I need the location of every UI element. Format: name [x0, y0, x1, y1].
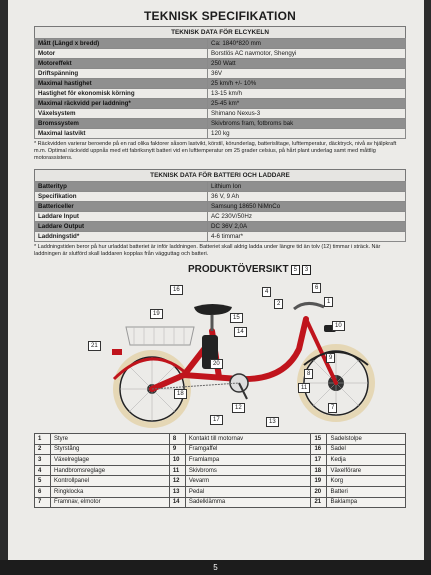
- battery-spec-table: [34, 169, 406, 242]
- callout-2: 2: [274, 299, 283, 309]
- spec-key: Laddningstid*: [35, 231, 208, 241]
- part-number: 10: [169, 455, 185, 466]
- spec-key: Hastighet för ekonomisk körning: [35, 89, 208, 99]
- spec-value: Lithium Ion: [208, 181, 406, 191]
- spec-key: Motor: [35, 49, 208, 59]
- part-label: Kedja: [327, 455, 406, 466]
- tricycle-figure: [34, 279, 406, 429]
- spec-value: 36V: [208, 69, 406, 79]
- spec-value: 120 kg: [208, 129, 406, 139]
- part-number: 9: [169, 444, 185, 455]
- part-label: Framnav, elmotor: [51, 497, 170, 508]
- spec-key: Driftspänning: [35, 69, 208, 79]
- handlebar-drawing: [294, 303, 324, 309]
- part-number: 7: [35, 497, 51, 508]
- part-label: Batteri: [327, 486, 406, 497]
- spec-key: Laddare Input: [35, 211, 208, 221]
- part-label: Skivbroms: [185, 465, 311, 476]
- part-number: 12: [169, 476, 185, 487]
- callout-10: 10: [332, 321, 345, 331]
- page-title: TEKNISK SPECIFIKATION: [144, 9, 296, 23]
- part-label: Kontrollpanel: [51, 476, 170, 487]
- parts-row: [35, 434, 406, 445]
- part-label: Vevarm: [185, 476, 311, 487]
- spec-row: [35, 211, 406, 221]
- spec-row: [35, 221, 406, 231]
- part-label: Korg: [327, 476, 406, 487]
- part-label: Pedal: [185, 486, 311, 497]
- parts-row: [35, 444, 406, 455]
- part-label: Sadel: [327, 444, 406, 455]
- callout-15: 15: [230, 313, 243, 323]
- part-label: Sadelstolpe: [327, 434, 406, 445]
- part-label: Växelreglage: [51, 455, 170, 466]
- part-label: Baklampa: [327, 497, 406, 508]
- parts-row: [35, 497, 406, 508]
- spec-row: [35, 119, 406, 129]
- page-number: 5: [0, 560, 431, 575]
- bike-spec-caption: TEKNISK DATA FÖR ELCYKELN: [34, 26, 406, 38]
- spec-row: [35, 201, 406, 211]
- spec-key: Batterityp: [35, 181, 208, 191]
- charge-note: * Laddningstiden beror på hur urladdat batteriet är inför laddningen. Batteriet skall aldrig ladda under längre tid än tolv (12) timmar i sträck. När laddningen är slutförd skall laddaren kopplas från vägguttag och batteri.: [34, 243, 381, 257]
- spec-value: Samsung 18650 NiMnCo: [208, 201, 406, 211]
- spec-value: Borstlös AC navmotor, Shengyi: [208, 49, 406, 59]
- part-number: 6: [35, 486, 51, 497]
- spec-key: Växelsystem: [35, 109, 208, 119]
- callout-1: 1: [324, 297, 333, 307]
- spec-value: 25 km/h +/- 10%: [208, 79, 406, 89]
- part-number: 14: [169, 497, 185, 508]
- spec-key: Maximal hastighet: [35, 79, 208, 89]
- spec-value: 13-15 km/h: [208, 89, 406, 99]
- spec-row: [35, 181, 406, 191]
- part-label: Styre: [51, 434, 170, 445]
- overview-title-text: PRODUKTÖVERSIKT: [188, 264, 289, 276]
- part-number: 18: [311, 465, 327, 476]
- callout-9: 9: [326, 353, 335, 363]
- part-number: 20: [311, 486, 327, 497]
- spec-value: 4-6 timmar*: [208, 231, 406, 241]
- callout-4: 4: [262, 287, 271, 297]
- title-tag: 5: [291, 265, 300, 275]
- spec-value: Skivbroms fram, fotbroms bak: [208, 119, 406, 129]
- spec-row: [35, 99, 406, 109]
- part-number: 3: [35, 455, 51, 466]
- callout-11: 11: [298, 383, 310, 393]
- spec-row: [35, 129, 406, 139]
- spec-value: Ca: 1840*820 mm: [208, 39, 406, 49]
- bike-spec-table: [34, 26, 406, 139]
- part-number: 2: [35, 444, 51, 455]
- callout-13: 13: [266, 417, 279, 427]
- spec-key: Motoreffekt: [35, 59, 208, 69]
- spec-row: [35, 69, 406, 79]
- basket-drawing: [126, 327, 194, 345]
- spec-value: 25-45 km*: [208, 99, 406, 109]
- range-note: * Räckvidden varierar beroende på en rad olika faktorer såsom lastvikt, körstil, körunderlag, batterislitage, lufttemperatur, däcktryck, nivå av hjälpkraft m.m. Optimal räckvidd uppnås med ett fabriksnytt batteri vid en lufttemperatur om 25 grader celsius, på hårt plant underlag samt med måttlig motorassistens.: [34, 141, 397, 162]
- callout-20: 20: [210, 359, 223, 369]
- parts-row: [35, 476, 406, 487]
- rear-lamp-drawing: [112, 349, 122, 355]
- manual-page: [8, 0, 424, 560]
- callout-21: 21: [88, 341, 101, 351]
- spec-row: [35, 89, 406, 99]
- part-label: Kontakt till motornav: [185, 434, 311, 445]
- part-number: 21: [311, 497, 327, 508]
- part-label: Styrstång: [51, 444, 170, 455]
- callout-8: 8: [304, 369, 313, 379]
- spec-key: Maximal räckvidd per laddning*: [35, 99, 208, 109]
- spec-row: [35, 79, 406, 89]
- part-label: Framlampa: [185, 455, 311, 466]
- part-number: 13: [169, 486, 185, 497]
- parts-row: [35, 486, 406, 497]
- callout-14: 14: [234, 327, 247, 337]
- spec-value: 250 Watt: [208, 59, 406, 69]
- seat-drawing: [194, 304, 232, 315]
- spec-row: [35, 109, 406, 119]
- spec-key: Mått (Längd x bredd): [35, 39, 208, 49]
- callout-6: 6: [312, 283, 321, 293]
- callout-18: 18: [174, 389, 187, 399]
- part-number: 4: [35, 465, 51, 476]
- part-number: 19: [311, 476, 327, 487]
- callout-19: 19: [150, 309, 163, 319]
- battery-spec-caption: TEKNISK DATA FÖR BATTERI OCH LADDARE: [34, 169, 406, 181]
- part-label: Handbromsreglage: [51, 465, 170, 476]
- part-number: 5: [35, 476, 51, 487]
- callout-16: 16: [170, 285, 183, 295]
- spec-row: [35, 49, 406, 59]
- overview-title: [188, 264, 406, 275]
- part-label: Ringklocka: [51, 486, 170, 497]
- callout-7: 7: [328, 403, 337, 413]
- spec-value: Shimano Nexus-3: [208, 109, 406, 119]
- part-label: Växelförare: [327, 465, 406, 476]
- part-number: 16: [311, 444, 327, 455]
- part-number: 1: [35, 434, 51, 445]
- callout-12: 12: [232, 403, 245, 413]
- parts-list-table: [34, 433, 406, 508]
- title-tag: 3: [302, 265, 311, 275]
- part-label: Framgaffel: [185, 444, 311, 455]
- part-number: 11: [169, 465, 185, 476]
- spec-value: DC 36V 2,0A: [208, 221, 406, 231]
- parts-row: [35, 455, 406, 466]
- spec-key: Laddare Output: [35, 221, 208, 231]
- spec-row: [35, 59, 406, 69]
- spec-value: 36 V, 9 Ah: [208, 191, 406, 201]
- spec-key: Bromssystem: [35, 119, 208, 129]
- part-number: 15: [311, 434, 327, 445]
- callout-17: 17: [210, 415, 223, 425]
- spec-key: Maximal lastvikt: [35, 129, 208, 139]
- spec-key: Battericeller: [35, 201, 208, 211]
- part-number: 8: [169, 434, 185, 445]
- spec-key: Specifikation: [35, 191, 208, 201]
- tricycle-illustration: [34, 279, 406, 429]
- spec-value: AC 230V/50Hz: [208, 211, 406, 221]
- spec-row: [35, 39, 406, 49]
- spec-row: [35, 231, 406, 241]
- part-number: 17: [311, 455, 327, 466]
- parts-row: [35, 465, 406, 476]
- spec-row: [35, 191, 406, 201]
- part-label: Sadelklämma: [185, 497, 311, 508]
